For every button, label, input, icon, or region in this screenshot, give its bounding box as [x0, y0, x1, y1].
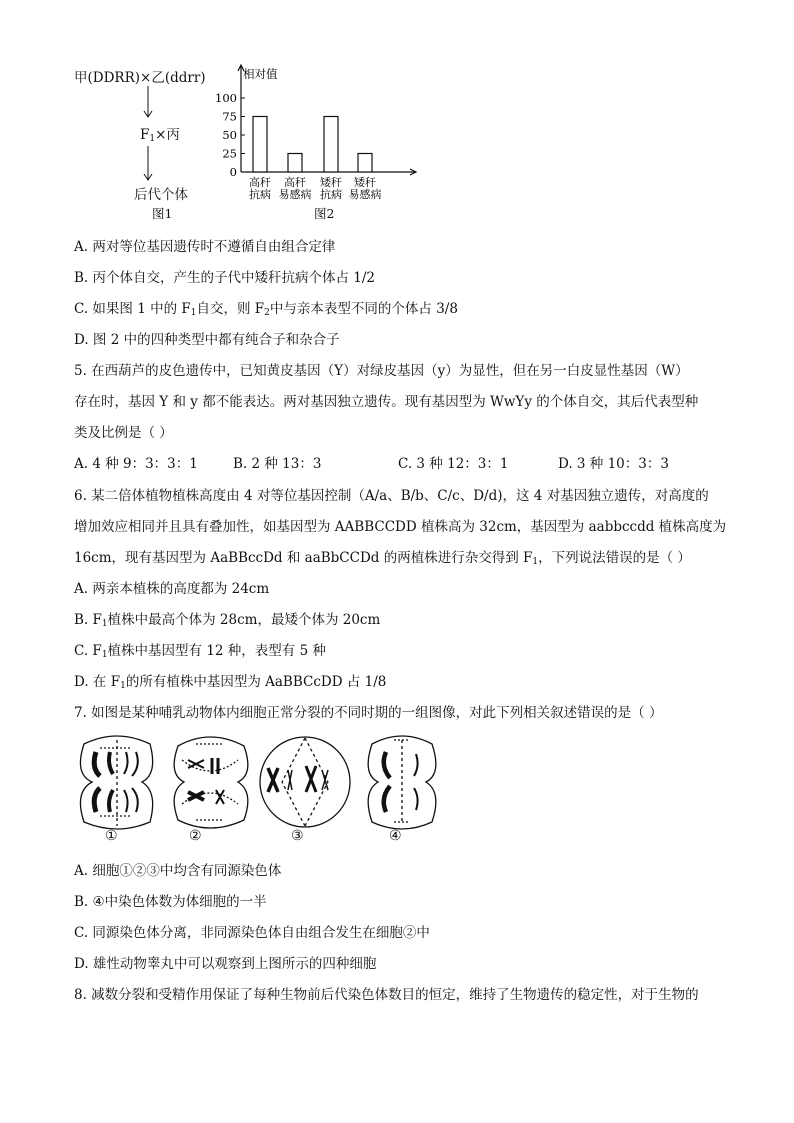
fig1-caption: 图1 [152, 206, 173, 221]
fig2-bar-chart [205, 62, 420, 207]
category-label: 抗病 [320, 188, 342, 201]
category-label: 矮秆 [320, 176, 342, 189]
cell-label-2: ② [189, 828, 202, 844]
q4-option-c: C. 如果图 1 中的 $F_1$自交，则 $F_2$中与亲本表型不同的个体占 3/8 [74, 301, 458, 318]
q7-stem: 7. 如图是某种哺乳动物体内细胞正常分裂的不同时期的一组图像，对此下列相关叙述错误的是（ ） [74, 705, 663, 721]
q6-stem-line2: 增加效应相同并且具有叠加性，如基因型为 AABBCCDD 植株高为 32cm，基因型为 aabbccdd 植株高度为 [74, 519, 727, 535]
q4-option-d: D. 图 2 中的四种类型中都有纯合子和杂合子 [74, 332, 340, 348]
cell-label-4: ④ [389, 828, 402, 844]
q7-option-a: A. 细胞①②③中均含有同源染色体 [74, 863, 282, 879]
y-tick-label: 75 [222, 109, 237, 124]
category-label: 高秆 [249, 176, 271, 189]
bar [288, 154, 302, 173]
q4-option-b: B. 丙个体自交，产生的子代中矮秆抗病个体占 1/2 [74, 270, 376, 286]
category-label: 易感病 [348, 188, 382, 201]
q7-option-b: B. ④中染色体数为体细胞的一半 [74, 894, 267, 910]
y-tick-label: 50 [222, 128, 237, 142]
y-axis-label: 相对值 [243, 67, 278, 81]
y-tick-label: 0 [229, 165, 237, 179]
q5-option-d: D. 3 种 10：3：3 [558, 456, 669, 472]
fig1-offspring: 后代个体 [134, 187, 188, 203]
category-label: 易感病 [278, 188, 312, 201]
bar [358, 154, 372, 173]
q5-stem-line1: 5. 在西葫芦的皮色遗传中，已知黄皮基因（Y）对绿皮基因（y）为显性，但在另一白皮显性基因（W） [74, 363, 689, 379]
cell-3 [260, 737, 350, 827]
y-tick-label: 100 [215, 91, 237, 105]
fig2-caption: 图2 [314, 206, 335, 221]
q6-stem-line3: 16cm，现有基因型为 AaBBccDd 和 aaBbCCDd 的两植株进行杂交得到 $F_1$，下列说法错误的是（ ） [74, 550, 691, 567]
q7-option-d: D. 雄性动物睾丸中可以观察到上图所示的四种细胞 [74, 956, 377, 972]
category-label: 抗病 [249, 188, 271, 201]
cell-2 [174, 737, 248, 828]
bar [253, 117, 267, 173]
x-categories [249, 175, 382, 201]
cell-4 [368, 736, 436, 829]
y-tick-label: 25 [222, 146, 237, 161]
bars [253, 117, 372, 173]
q5-stem-line3: 类及比例是（ ） [74, 425, 173, 441]
q8-stem-line1: 8. 减数分裂和受精作用保证了每种生物前后代染色体数目的恒定，维持了生物遗传的稳定性，对于生物的 [74, 987, 699, 1003]
fig1-parents: 甲(DDRR)×乙(ddrr) [74, 70, 206, 86]
cell-label-3: ③ [291, 828, 304, 844]
q6-option-c: C. $F_1$植株中基因型有 12 种，表型有 5 种 [74, 643, 326, 660]
bar [324, 117, 338, 173]
q6-option-d: D. 在 $F_1$的所有植株中基因型为 AaBBCcDD 占 1/8 [74, 674, 387, 691]
fig1-f1-cross: $F_1\times$丙 [140, 127, 180, 144]
q6-stem-line1: 6. 某二倍体植物植株高度由 4 对等位基因控制（A/a、B/b、C/c、D/d)，这 4 对基因独立遗传，对高度的 [74, 488, 709, 504]
category-label: 矮秆 [354, 176, 376, 189]
q7-option-c: C. 同源染色体分离，非同源染色体自由组合发生在细胞②中 [74, 925, 430, 941]
q5-option-a: A. 4 种 9：3：3：1 [74, 456, 198, 472]
q4-option-a: A. 两对等位基因遗传时不遵循自由组合定律 [74, 239, 336, 255]
q5-option-b: B. 2 种 13：3 [233, 456, 322, 472]
q6-option-b: B. $F_1$植株中最高个体为 28cm，最矮个体为 20cm [74, 612, 381, 629]
cell-1 [80, 736, 152, 829]
q5-stem-line2: 存在时，基因 Y 和 y 都不能表达。两对基因独立遗传。现有基因型为 WwYy 的个体自交，其后代表型种 [74, 394, 699, 410]
category-label: 高秆 [284, 176, 306, 189]
cell-label-1: ① [105, 828, 118, 844]
q5-option-c: C. 3 种 12：3：1 [398, 456, 509, 472]
q6-option-a: A. 两亲本植株的高度都为 24cm [74, 581, 270, 597]
